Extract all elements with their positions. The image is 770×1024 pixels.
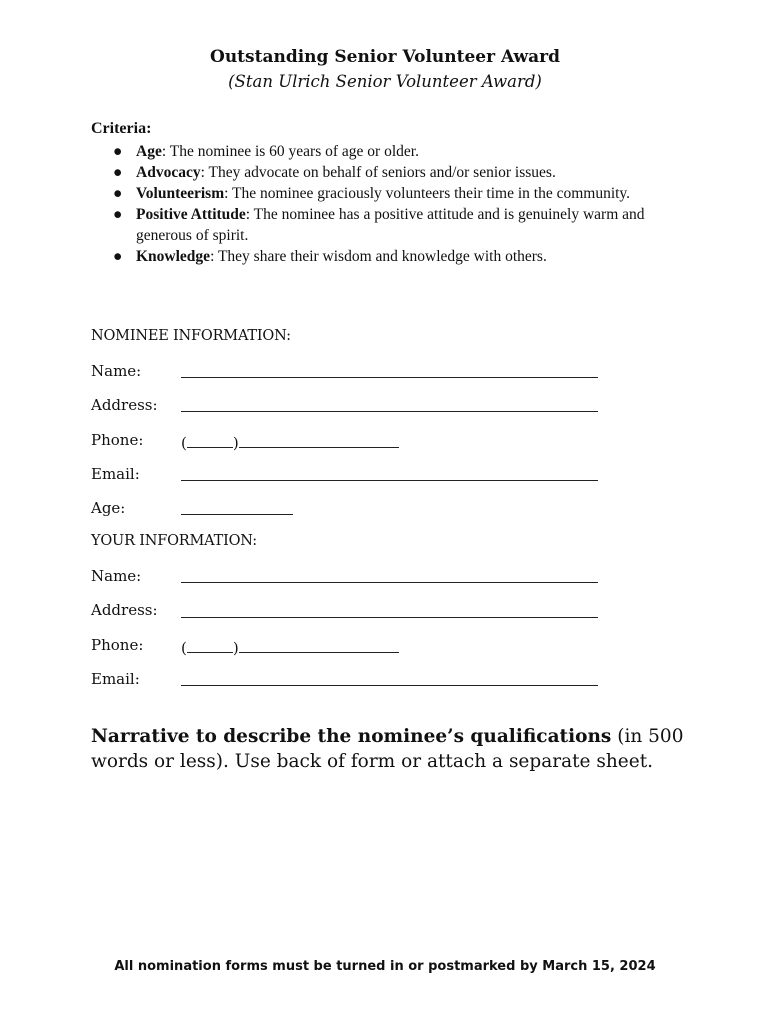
bullet-icon: ● [113,206,123,223]
your-phone-area-code[interactable] [187,636,233,653]
criteria-text: : The nominee graciously volunteers their time in the community. [224,185,631,202]
nominee-address-label: Address: [91,396,158,414]
criteria-list [91,141,671,267]
criteria-item-advocacy [91,162,671,183]
criteria-term: Positive Attitude [136,206,246,223]
your-name-field[interactable] [181,582,598,583]
narrative-note: (in 500 words or less). Use back of form or attach a separate sheet. [91,726,684,772]
criteria-item-age [91,141,671,162]
form-subtitle: (Stan Ulrich Senior Volunteer Award) [228,72,542,91]
your-email-label: Email: [91,670,140,688]
criteria-item-positive-attitude [91,204,671,246]
criteria-item-volunteerism [91,183,671,204]
nominee-age-field[interactable] [181,514,293,515]
your-address-label: Address: [91,601,158,619]
nominee-age-label: Age: [91,499,126,517]
criteria-item-knowledge [91,246,671,267]
phone-close-paren: ) [232,434,239,452]
criteria-term: Knowledge [136,248,211,265]
your-name-label: Name: [91,567,142,585]
nominee-phone-area-code[interactable] [187,431,233,448]
nominee-phone-number[interactable] [239,431,399,448]
nominee-name-label: Name: [91,362,142,380]
nominee-section-heading: NOMINEE INFORMATION: [91,328,291,344]
criteria-term: Advocacy [136,164,201,181]
form-title: Outstanding Senior Volunteer Award [210,47,560,67]
your-phone-number[interactable] [239,636,399,653]
nominee-name-field[interactable] [181,377,598,378]
phone-close-paren: ) [232,639,239,657]
nominee-phone-label: Phone: [91,431,144,449]
phone-open-paren: ( [181,639,187,657]
bullet-icon: ● [113,248,123,265]
criteria-term: Volunteerism [136,185,225,202]
your-phone-field[interactable] [181,636,399,657]
your-phone-label: Phone: [91,636,144,654]
your-email-field[interactable] [181,685,598,686]
nominee-email-label: Email: [91,465,140,483]
criteria-text: : The nominee has a positive attitude and is genuinely warm and generous of spirit. [136,206,645,244]
nominee-phone-field[interactable] [181,431,399,452]
your-address-field[interactable] [181,617,598,618]
criteria-term: Age [136,143,162,160]
narrative-instructions [91,724,701,774]
nominee-address-field[interactable] [181,411,598,412]
criteria-text: : The nominee is 60 years of age or older. [161,143,419,160]
bullet-icon: ● [113,185,123,202]
bullet-icon: ● [113,164,123,181]
phone-open-paren: ( [181,434,187,452]
criteria-text: : They advocate on behalf of seniors and/or senior issues. [200,164,556,181]
bullet-icon: ● [113,143,123,160]
deadline-footer: All nomination forms must be turned in or postmarked by March 15, 2024 [114,959,656,974]
criteria-heading: Criteria: [91,120,152,137]
nominee-email-field[interactable] [181,480,598,481]
your-section-heading: YOUR INFORMATION: [91,533,257,549]
criteria-text: : They share their wisdom and knowledge with others. [210,248,547,265]
narrative-heading: Narrative to describe the nominee’s qualifications [91,726,612,747]
